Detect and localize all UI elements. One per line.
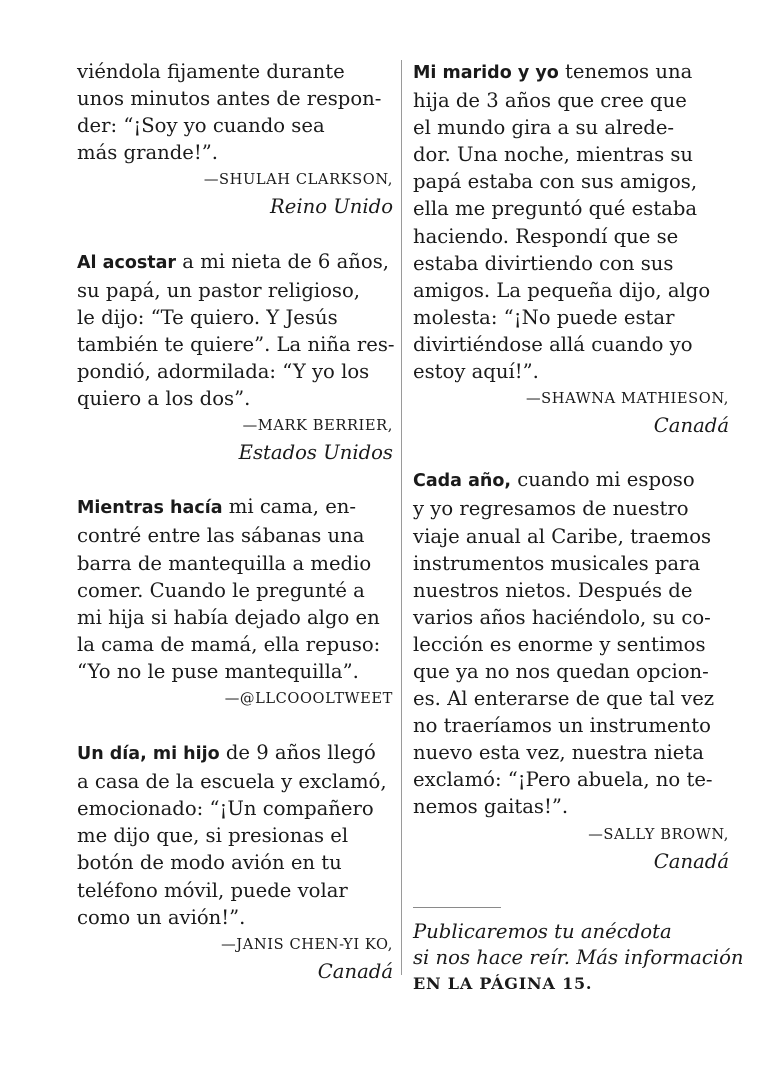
anecdote-4 xyxy=(77,739,393,985)
text-line: viaje anual al Caribe, traemos xyxy=(413,524,712,548)
text-line: más grande!”. xyxy=(77,141,219,165)
text-line: es. Al enterarse de que tal vez xyxy=(413,687,715,711)
note-line: Publicaremos tu anécdota xyxy=(413,919,672,943)
credit-author: —SALLY BROWN, xyxy=(588,825,729,843)
text-line: su papá, un pastor religioso, xyxy=(77,278,360,302)
credit-author: —MARK BERRIER, xyxy=(242,417,393,435)
text-line: a casa de la escuela y exclamó, xyxy=(77,770,387,794)
text-line: amigos. La pequeña dijo, algo xyxy=(413,278,711,302)
credit-country: Estados Unidos xyxy=(238,441,393,465)
anecdote-3 xyxy=(77,493,393,712)
text-line: der: “¡Soy yo cuando sea xyxy=(77,114,325,138)
anecdote-2 xyxy=(77,248,393,467)
text-line: quiero a los dos”. xyxy=(77,387,251,411)
credit-author: —SHULAH CLARKSON, xyxy=(203,171,393,189)
left-column xyxy=(77,58,393,985)
text-line: papá estaba con sus amigos, xyxy=(413,170,698,194)
text-line: Cada año, cuando mi esposo xyxy=(413,468,695,492)
text-line: divirtiéndose allá cuando yo xyxy=(413,332,693,356)
text-line: estoy aquí!”. xyxy=(413,360,539,384)
text-line: hija de 3 años que cree que xyxy=(413,89,687,113)
text-line: Mi marido y yo tenemos una xyxy=(413,60,693,83)
anecdote-lead: Un día, mi hijo xyxy=(77,744,220,765)
anecdote-credit xyxy=(413,821,729,875)
text-line: viéndola fijamente durante xyxy=(77,60,345,83)
text-line: molesta: “¡No puede estar xyxy=(413,305,675,329)
text-line: también te quiere”. La niña res- xyxy=(77,332,395,356)
text-line: que ya no nos quedan opcion- xyxy=(413,659,709,683)
anecdote-credit xyxy=(77,166,393,220)
anecdote-lead: Mi marido y yo xyxy=(413,63,559,83)
footer-rule xyxy=(413,907,501,908)
anecdote-text xyxy=(77,58,393,166)
anecdote-credit xyxy=(77,412,393,466)
anecdote-lead: Mientras hacía xyxy=(77,498,223,519)
text-line: contré entre las sábanas una xyxy=(77,524,365,548)
text-line: lección es enorme y sentimos xyxy=(413,632,706,656)
text-line: Mientras hacía mi cama, en- xyxy=(77,495,357,519)
anecdote-text xyxy=(77,248,393,413)
anecdote-lead: Al acostar xyxy=(77,252,177,273)
text-line: estaba divirtiendo con sus xyxy=(413,251,674,275)
credit-country: Canadá xyxy=(317,959,393,983)
credit-country: Canadá xyxy=(653,849,729,873)
column-divider xyxy=(401,60,402,975)
text-line: botón de modo avión en tu xyxy=(77,851,342,875)
text-line: unos minutos antes de respon- xyxy=(77,87,382,111)
credit-author: —@LLCOOOLTWEET xyxy=(224,689,393,707)
text-line: varios años haciéndolo, su co- xyxy=(413,605,711,629)
anecdote-text xyxy=(77,493,393,685)
anecdote-lead: Cada año, xyxy=(413,471,512,492)
text-line: y yo regresamos de nuestro xyxy=(413,497,689,521)
anecdote-6 xyxy=(413,466,729,874)
text-line: haciendo. Respondí que se xyxy=(413,224,679,248)
text-line: me dijo que, si presionas el xyxy=(77,824,349,848)
credit-author: —JANIS CHEN-YI KO, xyxy=(221,935,393,953)
text-line: pondió, adormilada: “Y yo los xyxy=(77,359,370,383)
text-line: comer. Cuando le pregunté a xyxy=(77,578,365,602)
text-line: Un día, mi hijo de 9 años llegó xyxy=(77,741,376,765)
text-line: emocionado: “¡Un compañero xyxy=(77,797,374,821)
text-line: teléfono móvil, puede volar xyxy=(77,878,348,902)
credit-author: —SHAWNA MATHIESON, xyxy=(525,390,729,408)
anecdote-1 xyxy=(77,58,393,221)
anecdote-credit xyxy=(413,385,729,439)
submission-note xyxy=(413,919,744,997)
text-line: mi hija si había dejado algo en xyxy=(77,605,380,629)
text-line: Al acostar a mi nieta de 6 años, xyxy=(77,249,389,273)
anecdote-text xyxy=(77,739,393,931)
text-line: le dijo: “Te quiero. Y Jesús xyxy=(77,305,338,329)
text-line: el mundo gira a su alrede- xyxy=(413,116,675,140)
credit-country: Canadá xyxy=(653,414,729,438)
anecdote-credit xyxy=(77,931,393,985)
text-line: dor. Una noche, mientras su xyxy=(413,143,694,167)
text-line: nuevo esta vez, nuestra nieta xyxy=(413,741,704,765)
credit-country: Reino Unido xyxy=(270,195,393,219)
text-line: barra de mantequilla a medio xyxy=(77,551,372,575)
text-line: “Yo no le puse mantequilla”. xyxy=(77,659,359,683)
anecdote-text xyxy=(413,58,729,385)
text-line: no traeríamos un instrumento xyxy=(413,714,711,738)
text-line: instrumentos musicales para xyxy=(413,551,701,575)
text-line: como un avión!”. xyxy=(77,905,246,929)
anecdote-5 xyxy=(413,58,729,439)
note-line: si nos hace reír. Más información xyxy=(413,945,744,969)
anecdote-text xyxy=(413,466,729,820)
page-reference: EN LA PÁGINA 15. xyxy=(413,973,593,993)
text-line: ella me preguntó qué estaba xyxy=(413,197,698,221)
text-line: exclamó: “¡Pero abuela, no te- xyxy=(413,768,713,792)
text-line: la cama de mamá, ella repuso: xyxy=(77,632,381,656)
right-column xyxy=(413,58,744,997)
text-line: nuestros nietos. Después de xyxy=(413,578,693,602)
anecdote-credit xyxy=(77,685,393,712)
text-line: nemos gaitas!”. xyxy=(413,795,569,819)
